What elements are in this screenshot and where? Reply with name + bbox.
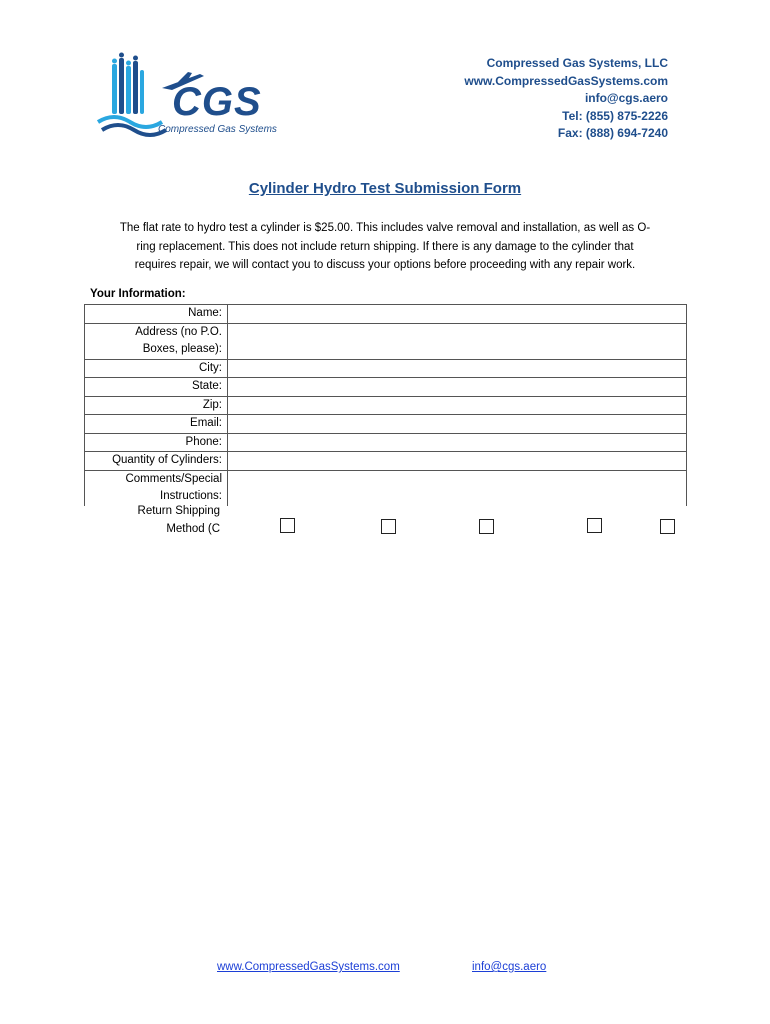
intro-line: requires repair, we will contact you to discuss your options before proceeding with any repair work. — [134, 259, 636, 271]
footer-email-link[interactable]: info@cgs.aero — [472, 961, 547, 973]
city-field[interactable] — [228, 359, 687, 378]
field-label: State: — [85, 378, 228, 397]
field-row-city — [85, 359, 687, 378]
phone-field[interactable] — [228, 433, 687, 452]
company-website: www.CompressedGasSystems.com — [464, 73, 668, 88]
field-row-state — [85, 378, 687, 397]
field-label: Phone: — [85, 433, 228, 452]
information-table — [84, 304, 687, 506]
form-title: Cylinder Hydro Test Submission Form — [248, 180, 522, 197]
field-row-name — [85, 305, 687, 324]
footer-website-link[interactable]: www.CompressedGasSystems.com — [217, 961, 400, 973]
company-fax: Fax: (888) 694-7240 — [557, 126, 668, 140]
field-label: City: — [85, 359, 228, 378]
name-field[interactable] — [228, 305, 687, 324]
company-name: Compressed Gas Systems, LLC — [486, 56, 668, 70]
company-logo — [92, 50, 284, 142]
field-label: Quantity of Cylinders: — [85, 452, 228, 471]
shipping-option-3-checkbox[interactable] — [479, 519, 494, 534]
shipping-option-5-checkbox[interactable] — [660, 519, 675, 534]
shipping-option-4-checkbox[interactable] — [587, 518, 602, 533]
logo-tagline: Compressed Gas Systems — [158, 124, 277, 135]
company-contact-block — [464, 55, 668, 143]
section-label-your-information: Your Information: — [90, 288, 186, 300]
address-field[interactable] — [228, 323, 687, 359]
email-field[interactable] — [228, 415, 687, 434]
company-phone: Tel: (855) 875-2226 — [562, 108, 668, 123]
field-label: Zip: — [85, 396, 228, 415]
field-row-email — [85, 415, 687, 434]
shipping-option-1-checkbox[interactable] — [280, 518, 295, 533]
field-row-phone — [85, 433, 687, 452]
field-row-address — [85, 323, 687, 359]
return-shipping-label: Return Shipping Method (C — [137, 505, 220, 535]
quantity-field[interactable] — [228, 452, 687, 471]
logo-wordmark: CGS — [172, 80, 262, 124]
state-field[interactable] — [228, 378, 687, 397]
field-row-comments — [85, 470, 687, 506]
field-row-quantity — [85, 452, 687, 471]
company-email: info@cgs.aero — [584, 91, 668, 105]
field-label: Email: — [85, 415, 228, 434]
field-label: Name: — [85, 305, 228, 324]
intro-line: The flat rate to hydro test a cylinder is $25.00. This includes valve removal and installation, as well as O- — [119, 222, 651, 234]
comments-field[interactable] — [228, 470, 687, 506]
field-label: Comments/Special Instructions: — [85, 470, 228, 506]
shipping-option-2-checkbox[interactable] — [381, 519, 396, 534]
field-label: Address (no P.O. Boxes, please): — [85, 323, 228, 359]
zip-field[interactable] — [228, 396, 687, 415]
intro-line: ring replacement. This does not include return shipping. If there is any damage to the cylinder that — [136, 240, 634, 253]
field-row-zip — [85, 396, 687, 415]
intro-paragraph — [88, 219, 682, 275]
